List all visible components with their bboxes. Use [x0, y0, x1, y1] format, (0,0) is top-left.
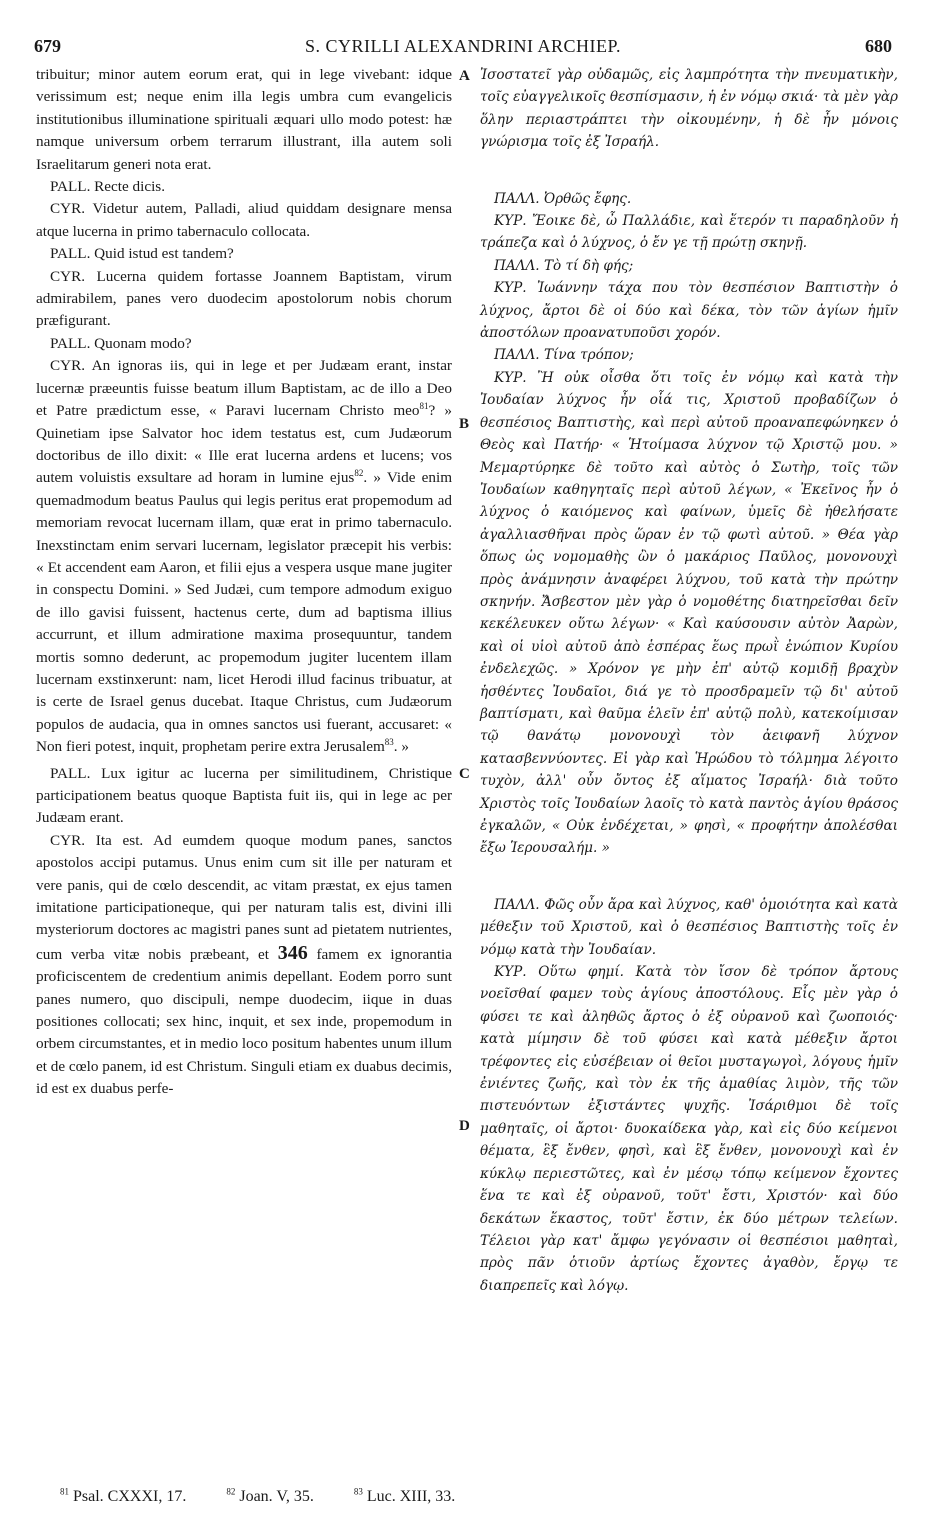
footnote [226, 1488, 332, 1505]
latin-paragraph: CYR. Lucerna quidem fortasse Joannem Baptistam, virum admirabilem, panes vero duodecim apostolorum nobis chorum præfigurant. [36, 267, 452, 330]
section-marker-a: A [459, 68, 470, 84]
latin-paragraph: PALL. Recte dicis. [50, 178, 166, 196]
footnote-number: 82 [226, 1486, 236, 1497]
page-number-left: 679 [34, 36, 61, 56]
greek-paragraph: ΠΑΛΛ. Ὀρθῶς ἔφης. [494, 190, 632, 207]
greek-paragraph: ΠΑΛΛ. Φῶς οὖν ἄρα καὶ λύχνος, καθ' ὁμοιότητα καὶ κατὰ μέθεξιν τοῦ Χριστοῦ, καὶ ὁ θεσπέσιος Βαπτιστὴς τοῖς ἐν νόμῳ κατὰ τὴν Ἰουδαίαν. [480, 896, 898, 958]
greek-column [480, 64, 898, 1297]
latin-paragraph: PALL. Quonam modo? [50, 334, 192, 352]
latin-paragraph [36, 830, 452, 1101]
page-header [34, 36, 892, 60]
latin-paragraph: tribuitur; minor autem eorum erat, qui in lege vivebant: idque verissimum est; neque enim illa legis umbra cum evangelicis institutionibus illuminatione spirituali æquari ullo modo potest: hæ namque universum orbem terrarum illustrant, illa autem soli Israelitarum generi nota erat. [36, 66, 452, 173]
footnote [354, 1488, 473, 1505]
greek-paragraph: ΚΥΡ. Οὕτω φημί. Κατὰ τὸν ἴσον δὲ τρόπον ἄρτους νοεῖσθαί φαμεν τοὺς ἁγίους ἀποστόλους. Εἷς μὲν γὰρ ὁ φύσει τε καὶ ἀληθῶς ἄρτος ὁ ἐξ οὐρανοῦ καὶ ζωοποιός· κατὰ μίμησιν δὲ τοῦ φύσει καὶ κατὰ μέθεξιν ἄρτοι τρέφοντες εἰς εὐσέβειαν οἱ θεῖοι μυσταγωγοὶ, λόγους ἡμῖν ἐνιέντες ζωῆς, καὶ τὸν ἐκ τῆς ἀμαθίας λιμὸν, τῆς τῶν πιστευόντων ἐξιστάντες ψυχῆς. Ἰσάριθμοι δὲ τοῖς μαθηταῖς, οἱ ἄρτοι· δυοκαίδεκα γὰρ, καὶ εἰς δύο κείμενοι θέματα, ἓξ ἔνθεν, φησὶ, καὶ ἓξ ἔνθεν, μονονουχὶ καὶ ἐν κύκλῳ περιεστῶτες, καὶ ἐν μέσῳ τόπῳ κείμενον ἔχοντες ἕνα τε καὶ ἐξ οὐρανοῦ, τοῦτ' ἔστι, Χριστόν· καὶ δύο δεκάτων ἕκαστος, τοῦτ' ἔστιν, ἐκ δύο μέτρων τελείων. Τέλειοι γὰρ κατ' ἄμφω γεγόνασιν οἱ θεσπέσιοι μαθηταὶ, πρὸς πᾶν ὁτιοῦν ἀρτίως ἔχοντες ἀγαθὸν, ἔργῳ τε διαπρεπεῖς καὶ λόγῳ. [480, 964, 898, 1294]
text-run: . » [393, 738, 409, 756]
footnote-number: 81 [60, 1486, 69, 1497]
footnote-text: Psal. CXXXI, 17. [73, 1488, 187, 1505]
greek-paragraph: ΠΑΛΛ. Τὸ τί δὴ φής; [494, 257, 634, 274]
footnote-ref: 81 [419, 401, 429, 412]
footnote-ref: 83 [384, 737, 394, 748]
footnote-ref: 82 [354, 468, 364, 479]
greek-paragraph: ΚΥΡ. Ἢ οὐκ οἶσθα ὅτι τοῖς ἐν νόμῳ καὶ κατὰ τὴν Ἰουδαίαν λύχνος ἦν οἷά τις, Χριστοῦ προβαδίζων ὁ θεσπέσιος Βαπτιστὴς, καὶ περὶ αὐτοῦ προαναπεφώνηκεν ὁ Θεὸς καὶ Πατήρ· « Ἡτοίμασα λύχνον τῷ Χριστῷ μου. » Μεμαρτύρηκε δὲ τοῦτο καὶ αὐτὸς ὁ Σωτὴρ, τοῖς τῶν Ἰουδαίων καθηγηταῖς περὶ αὐτοῦ λέγων, « Ἐκεῖνος ἦν ὁ λύχνος ὁ καιόμενος καὶ φαίνων, ὑμεῖς δὲ ἠθελήσατε ἀγαλλιασθῆναι πρὸς ὥραν ἐν τῷ φωτὶ αὐτοῦ. » Θέα γὰρ ὅπως ὡς νομομαθὴς ὢν ὁ μακάριος Παῦλος, μονονουχὶ πρὸς ἀνάμνησιν ἀναφέρει λύχνου, τοῦ κατὰ τὴν πρώτην σκηνήν. Ἄσβεστον μὲν γὰρ ὁ νομοθέτης διατηρεῖσθαι δεῖν κεκέλευκεν οὕτω λέγων· « Καὶ καύσουσιν αὐτὸν Ἀαρὼν, καὶ οἱ υἱοὶ αὐτοῦ ἀπὸ ἑσπέρας ἕως πρωῒ ἐνώπιον Κυρίου ἐνδελεχῶς. » Χρόνον γε μὴν ἐπ' αὐτῷ κομιδῇ βραχὺν ἡσθέντες Ἰουδαῖοι, διά γε τὸ προσδραμεῖν τῷ δι' αὐτοῦ βαπτίσματι, καὶ θαῦμα ἑλεῖν ἐπ' αὐτῷ πολὺ, κατεκοίμισαν τῷ θανάτῳ μονονουχὶ τὸν ἀειφανῆ λύχνον κατασβεννύοντες. Εἰ γὰρ καὶ Ἡρώδου τὸ τόλμημα λέγοιτο τυχὸν, ἀλλ' οὖν ὄντος ἐξ αἵματος Ἰσραήλ· διὰ τοῦτο Χριστὸς τοῖς Ἰουδαίων λαοῖς τὸ κατὰ παντὸς ἁγίου θράσος ἐγκαλῶν, « Οὐκ ἐνδέχεται, » φησὶ, « προφήτην ἀπολέσθαι ἔξω Ἱερουσαλήμ. » [480, 369, 898, 857]
text-run: CYR. An ignoras iis, qui in lege et per Judæam erant, instar lucernæ præeuntis fuisse beatum illum Baptistam, ac de illo a Deo et Patre prædictum esse, « Paravi lucernam Christo meo [36, 357, 452, 420]
footnote-text: Joan. V, 35. [239, 1488, 314, 1505]
latin-paragraph [36, 355, 452, 758]
section-marker-d: D [459, 1118, 470, 1134]
section-marker-c: C [459, 766, 470, 782]
greek-paragraph: ΠΑΛΛ. Τίνα τρόπον; [494, 347, 634, 364]
running-title: S. CYRILLI ALEXANDRINI ARCHIEP. [304, 36, 621, 56]
greek-paragraph: ΚΥΡ. Ἰωάννην τάχα που τὸν θεσπέσιον Βαπτιστὴν ὁ λύχνος, ἄρτοι δὲ οἱ δύο καὶ δέκα, τὸν τῶν ἁγίων ἡμῖν ἀποστόλων προανατυποῦσι χορόν. [480, 280, 898, 342]
latin-paragraph: PALL. Lux igitur ac lucerna per similitudinem, Christique participationem beatus quoque Baptista fuit iis, qui in lege ac per Judæam erant. [36, 764, 452, 827]
greek-paragraph: ΚΥΡ. Ἔοικε δὲ, ὦ Παλλάδιε, καὶ ἕτερόν τι παραδηλοῦν ἡ τράπεζα καὶ ὁ λύχνος, ὁ ἔν γε τῇ πρώτῃ σκηνῇ. [480, 213, 898, 252]
latin-paragraph: PALL. Quid istud est tandem? [50, 245, 234, 263]
text-run: ? » Quinetiam ipse Salvator hoc idem testatus est, cum Judæorum doctoribus de illo dixit: « Ille erat lucerna ardens et lucens; vos autem voluistis exsultare ad horam in lumine ejus [36, 402, 452, 487]
latin-paragraph: CYR. Videtur autem, Palladi, aliud quiddam designare mensa atque lucerna in primo tabernaculo collocata. [36, 200, 452, 240]
text-run: famem ex ignorantia proficiscentem de credentium animis depellant. Eodem porro sunt panes numero, quo discipuli, nempe duodecim, iique in duas positiones collocati; sex hinc, inquit, et sex inde, propemodum in orbem circumstantes, et in medio loco positum habentes unum illum et de cœlo panem, id est Christum. Singuli etiam ex duabus decimis, id est ex duabus perfe- [36, 945, 453, 1098]
text-run: . » Vide enim quemadmodum beatus Paulus qui legis peritus erat propemodum ad memoriam revocat lucernam illam, quæ erat in primo tabernaculo. Inexstinctam enim servari lucernam, legislator præcepit his verbis: « Et accendent eam Aaron, et filii ejus a vespera usque mane jugiter in conspectu Domini. » Sed Judæi, cum tempore admodum exiguo de illo gavisi fuissent, hactenus certe, dum ad baptisma illius accurrunt, et illum admiratione maxima prosequuntur, tandem mortis somno dederunt, ac propemodum jugiter lucentem illam lucernam exstinxerunt: nam, licet Herodi illud facinus tribuatur, at is certe de Israel genus ducebat. Itaque Christus, cum Judæorum populos de audacia, qua in omnes sanctos usi fuerant, accusaret: « Non fieri potest, inquit, prophetam perire extra Jerusalem [36, 469, 453, 756]
page-number-right: 680 [865, 36, 892, 56]
inline-page-number: 346 [277, 941, 308, 964]
section-marker-b: B [459, 416, 470, 432]
footnotes [60, 1488, 760, 1506]
greek-paragraph: Ἰσοστατεῖ γὰρ οὐδαμῶς, εἰς λαμπρότητα τὴν πνευματικὴν, τοῖς εὐαγγελικοῖς θεσπίσμασιν, ἡ ἐν νόμῳ σκιά· τὰ μὲν γὰρ ὅλην περιαστράπτει τὴν οἰκουμένην, ἡ δὲ ἦν μόνοις γνώρισμα τοῖς ἐξ Ἰσραήλ. [480, 67, 898, 151]
latin-column [36, 64, 452, 1101]
footnote-text: Luc. XIII, 33. [366, 1488, 456, 1505]
footnote [60, 1488, 204, 1505]
footnote-number: 83 [353, 1486, 363, 1497]
text-run: CYR. Ita est. Ad eumdem quoque modum panes, sanctos apostolos accipi putamus. Unus enim cum sit ille per naturam et vere panis, qui de cœlo descendit, ac vitam præstat, ex ejus tamen imitatione participationeque, qui per naturam talis est, divini illi mysteriorum doctores ac magistri panes sunt ad pietatem nutrientes, cum verba vitæ nobis præbeant, et [36, 831, 452, 963]
